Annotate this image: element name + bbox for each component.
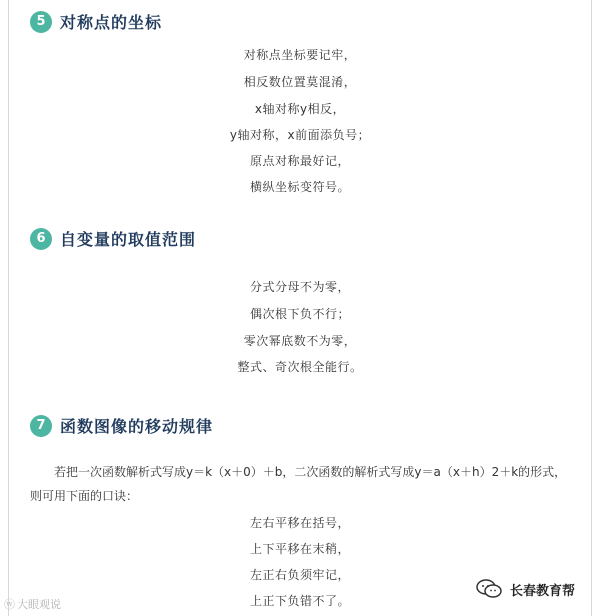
watermark-right-text: 长春教育帮 [510,583,576,599]
section-7-line-3: 左正右负须牢记， [249,568,350,582]
section-6-line-3: 零次幂底数不为零， [243,334,357,348]
watermark-left [4,596,61,612]
watermark-right [476,579,575,599]
section-5-line-3: x轴对称y相反， [254,102,346,116]
section-7-line-2: 上下平移在末稍， [249,542,350,556]
watermark-left-text: 大眼观说 [17,598,61,611]
section-5-line-4: y轴对称，x前面添负号； [229,128,371,142]
section-6-header [30,227,196,250]
section-5-header [30,10,162,33]
weibo-icon: ⓦ [4,598,15,611]
section-5-line-2: 相反数位置莫混淆， [243,75,357,89]
section-7-number-badge: 7 [30,415,52,437]
section-6-line-1: 分式分母不为零， [249,280,350,294]
section-7-title: 函数图像的移动规律 [60,417,214,436]
section-7-line-1: 左右平移在括号， [249,516,350,530]
section-6-number-badge: 6 [30,228,52,250]
section-5-title: 对称点的坐标 [60,13,163,32]
section-5-line-1: 对称点坐标要记牢， [243,48,357,62]
section-7-line-4: 上正下负错不了。 [249,594,350,608]
section-6-title: 自变量的取值范围 [60,230,197,249]
section-7-header [30,414,213,437]
section-6-line-2: 偶次根下负不行； [249,307,350,321]
section-7-paragraph: 若把一次函数解析式写成y＝k（x＋0）＋b，二次函数的解析式写成y＝a（x＋h）2＋k的形式，则可用下面的口诀： [30,465,567,503]
section-5-line-5: 原点对称最好记， [249,154,350,168]
section-5-line-6: 横纵坐标变符号。 [249,180,350,194]
section-6-line-4: 整式、奇次根全能行。 [237,360,363,374]
wechat-icon [476,579,502,599]
section-5-number-badge: 5 [30,11,52,33]
